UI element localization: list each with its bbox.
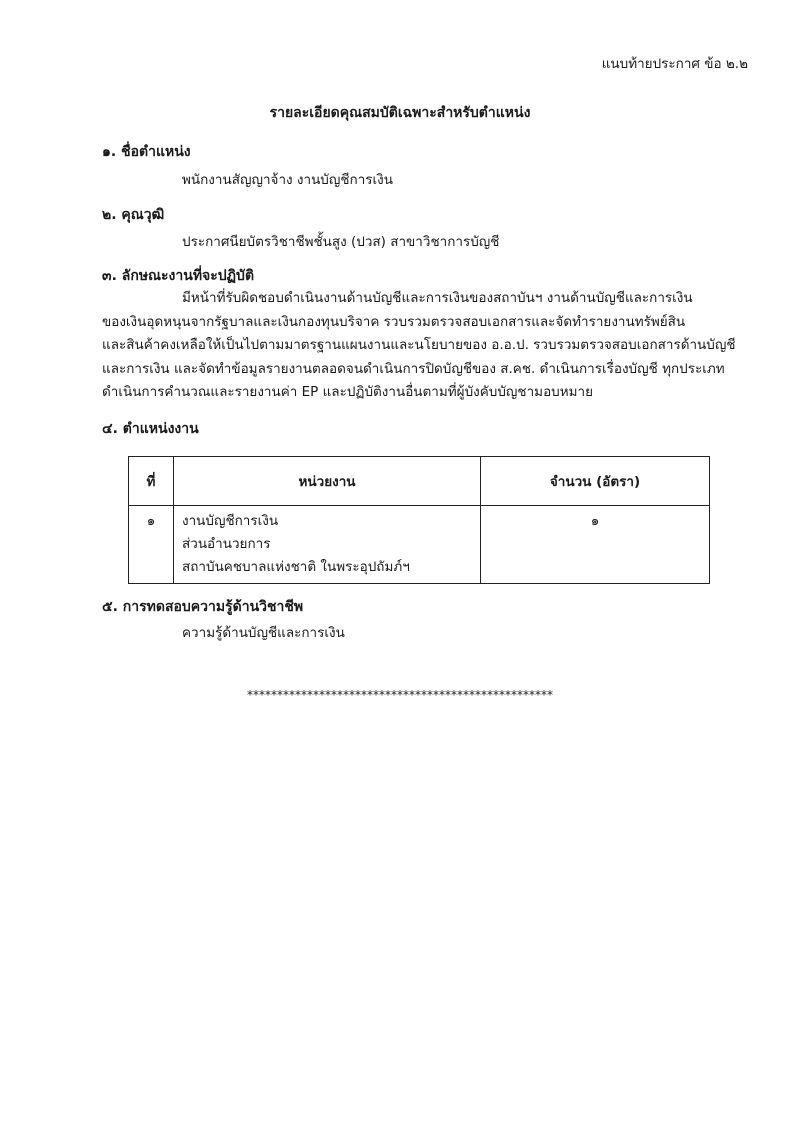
table-header-row: [129, 457, 710, 506]
duties-line: ดำเนินการคำนวณและรายงานค่า EP และปฏิบัติงานอื่นตามที่ผู้บังคับบัญชามอบหมาย: [102, 384, 594, 400]
section-5-heading: ๕. การทดสอบความรู้ด้านวิชาชีพ: [102, 599, 304, 615]
unit-line: สถาบันคชบาลแห่งชาติ ในพระอุปถัมภ์ฯ: [182, 559, 410, 575]
table-row: [129, 506, 710, 584]
reference-note: แนบท้ายประกาศ ข้อ ๒.๒: [601, 56, 748, 72]
header-no: ที่: [129, 457, 174, 506]
duties-line: และการเงิน และจัดทำข้อมูลรายงานตลอดจนดำเนินการปิดบัญชีของ ส.คช. ดำเนินการเรื่องบัญชี ทุกประเภท: [102, 360, 725, 377]
section-5-text: ความรู้ด้านบัญชีและการเงิน: [182, 625, 345, 641]
unit-line: ส่วนอำนวยการ: [182, 536, 271, 552]
duties-line: มีหน้าที่รับผิดชอบดำเนินงานด้านบัญชีและการเงินของสถาบันฯ งานด้านบัญชีและการเงิน: [182, 290, 693, 306]
header-unit: หน่วยงาน: [174, 457, 481, 506]
positions-table: [128, 456, 710, 584]
section-1-heading: ๑. ชื่อตำแหน่ง: [102, 144, 191, 160]
duties-line: ของเงินอุดหนุนจากรัฐบาลและเงินกองทุนบริจาค รวบรวมตรวจสอบเอกสารและจัดทำรายงานทรัพย์สิน: [102, 313, 686, 330]
duties-line: และสินค้าคงเหลือให้เป็นไปตามมาตรฐานแผนงานและนโยบายของ อ.อ.ป. รวบรวมตรวจสอบเอกสารด้านบัญชี: [102, 337, 736, 353]
cell-count: ๑: [481, 506, 710, 584]
cell-unit: [174, 506, 481, 584]
footer-divider-stars: ***************************************************: [247, 688, 553, 702]
document-title: รายละเอียดคุณสมบัติเฉพาะสำหรับตำแหน่ง: [269, 105, 531, 121]
section-2-text: ประกาศนียบัตรวิชาชีพชั้นสูง (ปวส) สาขาวิชาการบัญชี: [182, 234, 500, 250]
section-3-paragraph: [102, 287, 736, 405]
section-3-heading: ๓. ลักษณะงานที่จะปฏิบัติ: [102, 268, 255, 284]
section-2-heading: ๒. คุณวุฒิ: [102, 207, 165, 223]
section-1-text: พนักงานสัญญาจ้าง งานบัญชีการเงิน: [182, 172, 393, 188]
header-count: จำนวน (อัตรา): [481, 457, 710, 506]
section-4-heading: ๔. ตำแหน่งงาน: [102, 421, 199, 437]
unit-line: งานบัญชีการเงิน: [182, 513, 279, 529]
cell-no: ๑: [129, 506, 174, 584]
